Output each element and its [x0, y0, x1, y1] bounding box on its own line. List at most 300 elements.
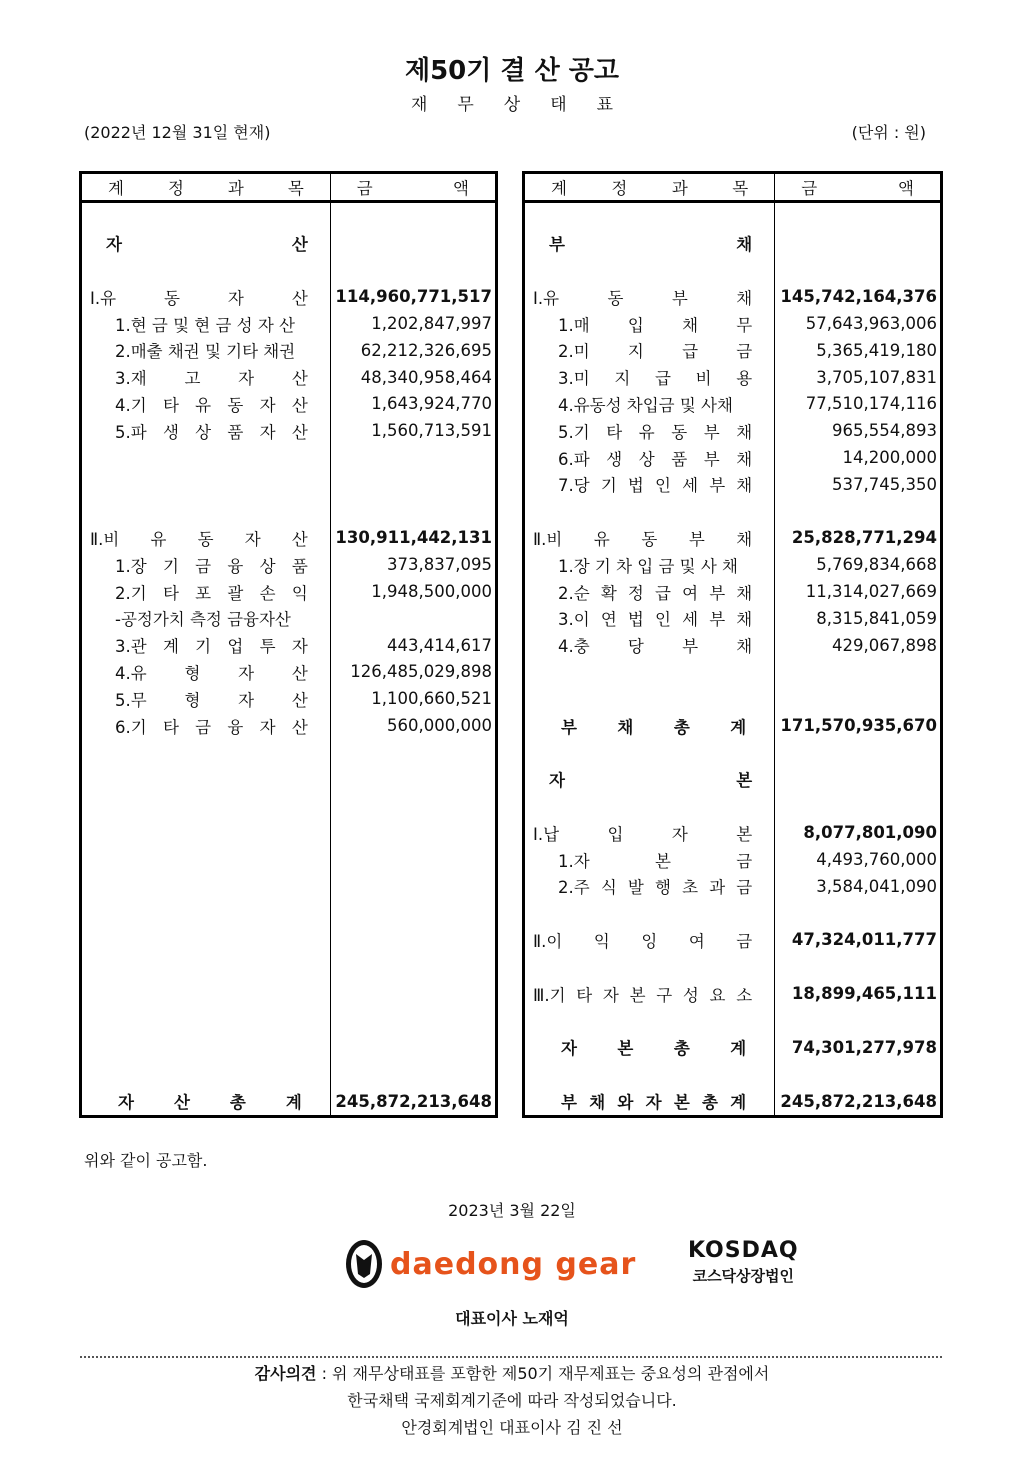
label-part: 자 — [259, 717, 276, 737]
account-cell — [524, 578, 775, 605]
label-part: 손 — [259, 583, 276, 603]
table-row — [81, 498, 497, 525]
table-row — [524, 310, 942, 337]
account-cell — [524, 551, 775, 578]
amount-cell — [330, 766, 496, 793]
account-cell — [81, 1034, 331, 1061]
label-part: 금 — [195, 556, 212, 576]
account-cell — [81, 471, 331, 498]
amount-cell — [330, 230, 496, 257]
label-part: 2.주 — [558, 878, 590, 898]
amount-cell: 25,828,771,294 — [791, 528, 937, 548]
label-part: 품 — [227, 422, 244, 442]
label-part: 상 — [259, 556, 276, 576]
label-part: 융 — [227, 556, 244, 576]
company-logo-text: daedong gear — [390, 1246, 637, 1282]
account-cell — [524, 1087, 775, 1117]
label-part: 채 — [682, 315, 699, 335]
label-part: 익 — [291, 583, 308, 603]
label-part: 총 — [673, 717, 690, 737]
page-title: 제50기 결 산 공고 — [404, 56, 620, 86]
table-row — [524, 605, 942, 632]
label-part: Ⅰ.유 — [533, 288, 560, 308]
label-part: 자 — [645, 1093, 662, 1113]
table-row — [81, 953, 497, 980]
label-part: 본 — [655, 851, 671, 871]
label-part: 요 — [709, 985, 726, 1005]
label-part: 부 — [549, 235, 565, 255]
account-cell — [524, 819, 775, 846]
amount-cell: 47,324,011,777 — [791, 930, 937, 950]
amount-cell: 57,643,963,006 — [805, 314, 937, 334]
amount-cell — [775, 739, 942, 766]
label-part: 7.당 — [558, 476, 590, 496]
label-part: 비 — [695, 369, 712, 389]
amount-cell — [330, 1007, 496, 1034]
label-part: 자 — [244, 529, 261, 549]
label-part: 1.현 금 및 현 금 성 자 산 — [115, 315, 295, 335]
label-part: 채 — [736, 529, 753, 549]
table-row — [81, 551, 497, 578]
label-part: 자 — [602, 985, 619, 1005]
account-cell — [524, 337, 775, 364]
label-part: 부 — [671, 288, 688, 308]
label-part: 1.장 기 차 입 금 및 사 채 — [558, 556, 738, 576]
amount-cell: 145,742,164,376 — [780, 287, 937, 307]
label-part: 동 — [607, 288, 624, 308]
amount-cell: 5,769,834,668 — [816, 555, 937, 575]
table-row — [81, 1034, 497, 1061]
table-row — [524, 739, 942, 766]
label-part: 타 — [162, 583, 179, 603]
label-part: 2.기 — [115, 583, 147, 603]
label-part: 소 — [736, 985, 753, 1005]
label-part: 여 — [682, 583, 699, 603]
label-part: 계 — [730, 1039, 747, 1059]
amount-cell — [330, 471, 496, 498]
label-part: 자 — [118, 1093, 134, 1113]
kosdaq-subtitle: 코스닥상장법인 — [692, 1267, 795, 1285]
amount-cell: 114,960,771,517 — [335, 287, 492, 307]
label-part: 산 — [291, 288, 308, 308]
label-part: 자 — [259, 422, 276, 442]
label-part: 여 — [688, 931, 705, 951]
amount-header — [330, 173, 496, 202]
table-row — [81, 1007, 497, 1034]
label-part: 와 — [617, 1093, 634, 1113]
label-part: 금 — [195, 717, 212, 737]
account-cell — [524, 873, 775, 900]
table-row — [524, 819, 942, 846]
account-cell — [81, 846, 331, 873]
label-part: 계 — [162, 637, 179, 657]
amount-cell: 4,493,760,000 — [816, 850, 937, 870]
label-part: 입 — [627, 315, 644, 335]
table-row — [81, 980, 497, 1007]
label-part: 금 — [736, 931, 753, 951]
account-cell — [524, 417, 775, 444]
label-part: 동 — [227, 395, 244, 415]
label-part: 2.미 — [558, 342, 590, 362]
amount-cell: 18,899,465,111 — [791, 984, 937, 1003]
label-part: 3.재 — [115, 369, 147, 389]
label-part: 생 — [162, 422, 179, 442]
amount-cell — [330, 953, 496, 980]
table-row — [524, 900, 942, 927]
label-part: 2.순 — [558, 583, 590, 603]
daedong-emblem-icon — [344, 1238, 384, 1290]
amount-cell: 126,485,029,898 — [350, 662, 492, 682]
label-part: 부 — [561, 717, 577, 737]
label-part: 채 — [736, 610, 753, 630]
table-row — [524, 1087, 942, 1117]
table-row — [81, 337, 497, 364]
table-header-row — [524, 173, 942, 202]
account-cell — [81, 417, 331, 444]
label-part: Ⅰ.납 — [533, 824, 560, 844]
label-part: 부 — [703, 422, 720, 442]
table-row — [524, 659, 942, 686]
table-row — [524, 471, 942, 498]
label-part: 유 — [195, 395, 212, 415]
header-char: 정 — [611, 179, 628, 198]
label-part: 본 — [736, 824, 753, 844]
label-part: 산 — [291, 395, 308, 415]
label-part: 성 — [682, 985, 699, 1005]
amount-cell: 443,414,617 — [387, 635, 492, 655]
label-part: Ⅲ.기 — [533, 985, 566, 1005]
table-row — [81, 364, 497, 391]
table-row — [81, 283, 497, 310]
amount-cell — [330, 605, 496, 632]
label-part: 부 — [682, 637, 699, 657]
account-cell — [81, 310, 331, 337]
label-part: 채 — [736, 476, 753, 496]
label-part: 부 — [688, 529, 705, 549]
statement-subtitle: 재무상태표 — [410, 95, 644, 115]
table-row — [524, 712, 942, 739]
label-part: 잉 — [641, 931, 658, 951]
label-part: 상 — [195, 422, 212, 442]
label-part: 1.장 — [115, 556, 147, 576]
amount-cell — [330, 819, 496, 846]
amount-cell — [330, 444, 496, 471]
label-part: 2.매출 채권 및 기타 채권 — [115, 342, 296, 362]
account-cell — [81, 444, 331, 471]
table-row — [81, 310, 497, 337]
amount-cell: 8,077,801,090 — [803, 823, 937, 843]
label-part: 품 — [671, 449, 688, 469]
table-row — [81, 846, 497, 873]
label-part: 자 — [259, 395, 276, 415]
label-part: 본 — [736, 771, 753, 791]
header-char: 계 — [108, 179, 124, 198]
table-row — [81, 444, 497, 471]
amount-cell — [330, 873, 496, 900]
header-char: 금 — [801, 179, 818, 198]
table-row — [524, 551, 942, 578]
header-char: 금 — [356, 179, 373, 198]
account-cell — [524, 846, 775, 873]
label-part: 부 — [561, 1093, 577, 1113]
table-row — [524, 202, 942, 230]
account-cell — [81, 391, 331, 418]
table-row — [524, 846, 942, 873]
account-cell — [81, 659, 331, 686]
table-row — [524, 685, 942, 712]
label-part: 산 — [291, 235, 308, 255]
label-part: 법 — [627, 476, 644, 496]
label-part: 발 — [627, 878, 644, 898]
label-part: 융 — [227, 717, 244, 737]
amount-cell: 48,340,958,464 — [360, 367, 492, 387]
table-row — [524, 873, 942, 900]
account-cell — [524, 202, 775, 230]
account-cell — [524, 1061, 775, 1088]
label-part: 타 — [162, 717, 179, 737]
table-row — [81, 471, 497, 498]
label-part: 자 — [238, 663, 255, 683]
amount-cell — [775, 953, 942, 980]
amount-cell — [775, 257, 942, 284]
table-row — [81, 605, 497, 632]
account-cell — [524, 632, 775, 659]
account-cell — [524, 739, 775, 766]
label-part: Ⅱ.이 — [533, 931, 563, 951]
label-part: 세 — [682, 476, 699, 496]
label-part: 계 — [730, 1093, 747, 1113]
amount-cell: 1,202,847,997 — [371, 314, 492, 334]
label-part: 3.이 — [558, 610, 590, 630]
label-part: 부 — [709, 610, 726, 630]
table-header-row — [81, 173, 497, 202]
account-cell — [524, 685, 775, 712]
table-row — [524, 980, 942, 1007]
account-cell — [81, 283, 331, 310]
table-row — [81, 1061, 497, 1088]
amount-cell — [775, 1061, 942, 1088]
table-row — [524, 337, 942, 364]
amount-cell — [330, 1061, 496, 1088]
amount-cell — [330, 202, 496, 230]
amount-cell — [330, 927, 496, 954]
label-part: 6.기 — [115, 717, 147, 737]
label-part: 연 — [600, 610, 617, 630]
label-part: 1.매 — [558, 315, 590, 335]
account-cell — [81, 793, 331, 820]
label-part: 4.충 — [558, 637, 590, 657]
header-char: 액 — [898, 179, 914, 198]
table-row — [524, 1034, 942, 1061]
label-part: 세 — [682, 610, 699, 630]
account-cell — [81, 337, 331, 364]
label-part: 유 — [638, 422, 655, 442]
label-part: 자 — [238, 690, 255, 710]
label-part: 계 — [730, 717, 747, 737]
account-header — [524, 173, 775, 202]
account-cell — [524, 391, 775, 418]
label-part: 행 — [655, 878, 671, 898]
label-part: 괄 — [227, 583, 244, 603]
label-part: 인 — [655, 610, 671, 630]
label-part: 품 — [291, 556, 308, 576]
table-row — [524, 257, 942, 284]
amount-cell — [775, 498, 942, 525]
label-part: Ⅰ.유 — [90, 288, 117, 308]
amount-cell: 74,301,277,978 — [791, 1037, 937, 1057]
account-cell — [81, 712, 331, 739]
label-part: 포 — [195, 583, 212, 603]
label-part: 고 — [184, 369, 201, 389]
table-row — [524, 793, 942, 820]
kosdaq-title: KOSDAQ — [688, 1238, 799, 1263]
amount-cell: 3,705,107,831 — [816, 367, 937, 387]
account-cell — [81, 230, 331, 257]
label-part: 동 — [641, 529, 658, 549]
label-part: 당 — [627, 637, 644, 657]
label-part: 금 — [736, 878, 753, 898]
amount-cell: 1,100,660,521 — [371, 689, 492, 709]
amount-cell — [775, 766, 942, 793]
sign-date: 2023년 3월 22일 — [448, 1201, 576, 1220]
label-part: 급 — [655, 369, 671, 389]
label-part: 형 — [184, 663, 201, 683]
label-part: 채 — [736, 235, 753, 255]
account-cell — [524, 605, 775, 632]
label-part: 생 — [606, 449, 623, 469]
label-part: 채 — [736, 288, 753, 308]
header-char: 정 — [167, 179, 184, 198]
amount-cell — [775, 900, 942, 927]
label-part: 부 — [709, 476, 726, 496]
account-cell — [524, 793, 775, 820]
amount-cell: 3,584,041,090 — [816, 876, 937, 896]
amount-cell: 77,510,174,116 — [805, 394, 937, 414]
table-row — [81, 257, 497, 284]
amount-cell — [330, 498, 496, 525]
label-part: 업 — [227, 637, 244, 657]
amount-cell: 14,200,000 — [842, 448, 937, 468]
table-row — [81, 525, 497, 552]
label-part: 법 — [627, 610, 644, 630]
label-part: 4.기 — [115, 395, 147, 415]
table-row — [81, 391, 497, 418]
table-row — [81, 632, 497, 659]
label-part: 5.파 — [115, 422, 147, 442]
audit-line-2: 한국채택 국제회계기준에 따라 작성되었습니다. — [347, 1391, 677, 1410]
label-part: 자 — [561, 1039, 577, 1059]
header-char: 과 — [227, 179, 244, 198]
table-row — [81, 202, 497, 230]
label-part: 채 — [617, 717, 634, 737]
table-row — [524, 283, 942, 310]
amount-cell — [775, 230, 942, 257]
account-cell — [524, 310, 775, 337]
amount-cell: 245,872,213,648 — [780, 1091, 937, 1111]
label-part: 총 — [702, 1093, 718, 1113]
amount-cell: 130,911,442,131 — [335, 528, 492, 548]
label-part: 5.기 — [558, 422, 590, 442]
table-row — [524, 391, 942, 418]
label-part: 자 — [291, 637, 308, 657]
label-part: 산 — [173, 1093, 190, 1113]
table-row — [524, 498, 942, 525]
account-cell — [524, 471, 775, 498]
header-char: 목 — [732, 179, 749, 198]
label-part: 채 — [736, 449, 753, 469]
table-row — [81, 1087, 497, 1117]
kosdaq-badge — [688, 1238, 799, 1286]
account-cell — [81, 202, 331, 230]
account-cell — [524, 364, 775, 391]
table-row — [524, 417, 942, 444]
audit-label: 감사의견 — [254, 1364, 317, 1383]
company-logo — [344, 1238, 636, 1290]
account-cell — [81, 364, 331, 391]
amount-cell — [330, 1034, 496, 1061]
label-part: 금 — [736, 342, 753, 362]
header-char: 계 — [551, 179, 567, 198]
label-part: 금 — [736, 851, 753, 871]
account-cell — [81, 927, 331, 954]
amount-cell — [775, 659, 942, 686]
amount-cell: 1,948,500,000 — [371, 582, 492, 602]
label-part: 익 — [593, 931, 610, 951]
audit-line-1: : 위 재무상태표를 포함한 제50기 재무제표는 중요성의 관점에서 — [316, 1364, 770, 1383]
label-part: 5.무 — [115, 690, 147, 710]
amount-cell — [775, 202, 942, 230]
table-row — [81, 230, 497, 257]
label-part: 기 — [162, 556, 179, 576]
account-cell — [81, 766, 331, 793]
account-cell — [81, 685, 331, 712]
account-cell — [81, 605, 331, 632]
amount-cell — [330, 793, 496, 820]
account-cell — [81, 980, 331, 1007]
amount-cell: 62,212,326,695 — [360, 340, 492, 360]
amount-header — [775, 173, 942, 202]
label-part: Ⅱ.비 — [90, 529, 120, 549]
amount-cell: 171,570,935,670 — [780, 716, 937, 736]
account-cell — [81, 819, 331, 846]
amount-cell: 965,554,893 — [832, 421, 937, 441]
label-part: 타 — [162, 395, 179, 415]
account-cell — [81, 953, 331, 980]
label-part: 급 — [655, 583, 671, 603]
label-part: 지 — [614, 369, 631, 389]
amount-cell: 1,643,924,770 — [371, 394, 492, 414]
account-cell — [524, 525, 775, 552]
account-cell — [81, 900, 331, 927]
table-row — [81, 873, 497, 900]
label-part: 자 — [549, 771, 565, 791]
account-cell — [81, 525, 331, 552]
account-cell — [524, 927, 775, 954]
assets-table — [79, 171, 498, 1118]
account-cell — [524, 444, 775, 471]
amount-cell: 8,315,841,059 — [816, 608, 937, 628]
table-row — [81, 685, 497, 712]
label-part: 유 — [150, 529, 167, 549]
account-cell — [81, 1007, 331, 1034]
label-part: 기 — [600, 476, 617, 496]
label-part: 자 — [671, 824, 688, 844]
amount-cell — [330, 846, 496, 873]
table-row — [524, 364, 942, 391]
label-part: 동 — [197, 529, 214, 549]
account-cell — [81, 873, 331, 900]
label-part: 1.자 — [558, 851, 590, 871]
